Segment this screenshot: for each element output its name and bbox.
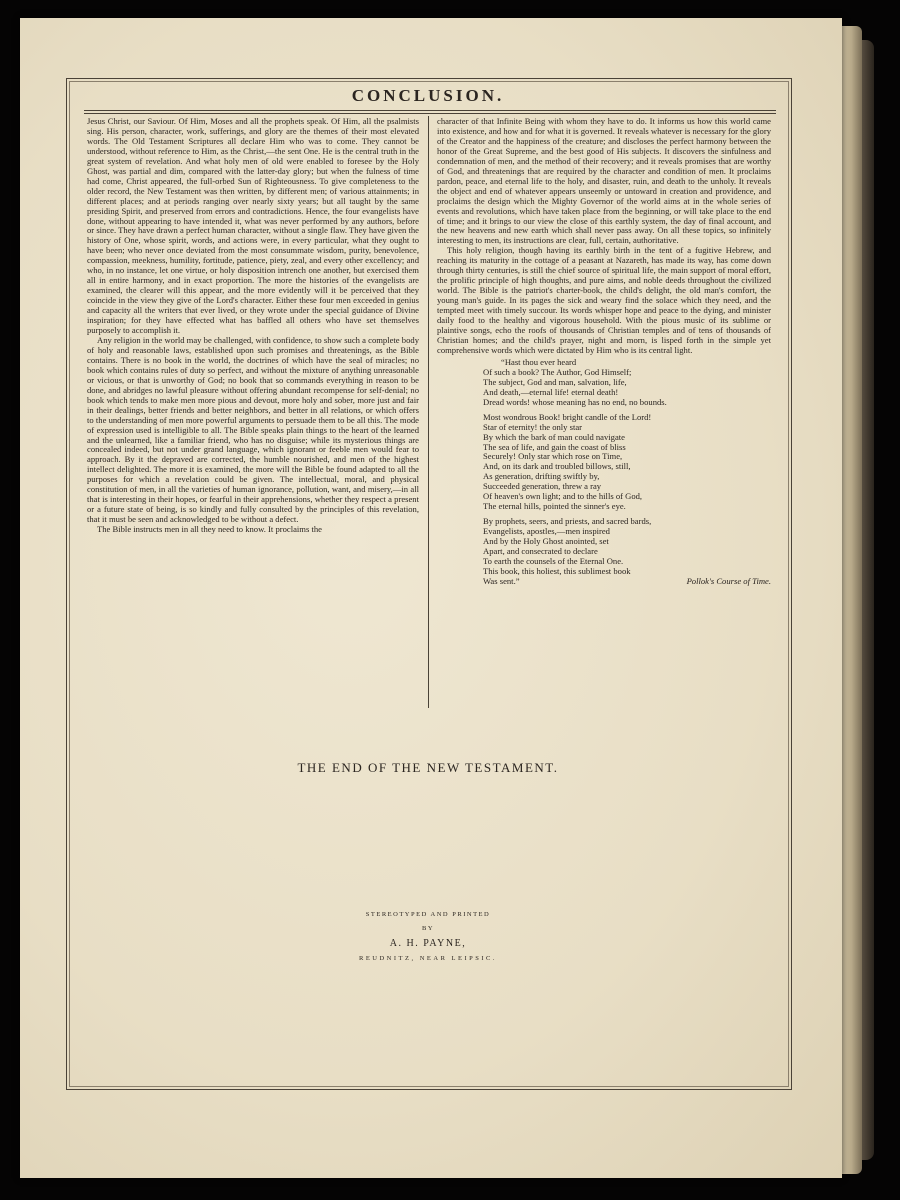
poem-line: Dread words! whose meaning has no end, no bounds. (483, 396, 667, 407)
poem-line: Succeeded generation, threw a ray (483, 481, 602, 492)
imprint-location: REUDNITZ, NEAR LEIPSIC. (358, 955, 498, 962)
imprint-printer-name: A. H. PAYNE, (389, 938, 467, 949)
poem-line: By which the bark of man could navigate (483, 431, 625, 442)
title-rule-bottom (84, 113, 776, 114)
right-column (437, 117, 771, 592)
end-title: THE END OF THE NEW TESTAMENT. (297, 760, 559, 775)
poem-line: And by the Holy Ghost anointed, set (483, 536, 609, 547)
poem-line: As generation, drifting swiftly by, (483, 471, 600, 482)
poem-line: Was sent.” (483, 575, 520, 586)
title-rule-top (84, 110, 776, 111)
poem-line: “Hast thou ever heard (501, 356, 577, 367)
poem-line: Most wondrous Book! bright candle of the Lord! (483, 411, 652, 422)
right-paragraph-1: character of that Infinite Being with whom they have to do. It informs us how this world came into existence, and how and for what it is governed. It reveals whatever is necessary for the glory of the Creator and the happiness of the creature; and discloses the perfect harmony between the honor of the Great Supreme, and the best good of His subjects. It discovers the sinfulness and condemnation of men, and the method of their recovery; and it reveals promises that are worthy of God, and threatenings that are required by the character and condition of men. It proclaims pardon, peace, and eternal life to the holy, and disaster, ruin, and death to the unholy. It reveals the object and end of whatever appears unseemly or untoward in creation and providence, and proclaims the design which the Mighty Governor of the world aims at in the whole series of events and revolutions, which have taken place from the beginning, or will take place to the end of time; and it brings to our view the close of this earthly system, the day of final account, and the new heavens and new earth which shall never pass away. On all these topics, so infinitely interesting to men, its instructions are clear, full, certain, authoritative. (437, 116, 771, 246)
poem-line: And, on its dark and troubled billows, still, (483, 461, 631, 472)
poem-line: The sea of life, and gain the coast of bliss (483, 441, 626, 452)
poem-line: And death,—eternal life! eternal death! (483, 386, 619, 397)
poem-attribution: Pollok's Course of Time. (686, 575, 771, 586)
poem-stanza-2 (483, 413, 771, 513)
poem (483, 358, 771, 587)
poem-line: Of heaven's own light; and to the hills of God, (483, 491, 643, 502)
left-paragraph-3: The Bible instructs men in all they need to know. It proclaims the (97, 524, 322, 535)
poem-line: This book, this holiest, this sublimest book (483, 565, 631, 576)
poem-line: Of such a book? The Author, God Himself; (483, 366, 632, 377)
column-divider (428, 116, 429, 708)
poem-stanza-1 (483, 358, 771, 408)
left-paragraph-1: Jesus Christ, our Saviour. Of Him, Moses and all the prophets speak. Of Him, all the psalmists sing. His person, character, work, sufferings, and glory are the themes of their most elevated words. The Old Testament Scriptures all declare Him who was to come. They cannot be understood, without reference to Him, as the Christ,—the sent One. He is the central truth in the great system of revelation. And what holy men of old were enabled to foresee by the Holy Ghost, was partial and dim, compared with the latter-day glory; but when the fulness of time had come, Christ appeared, the full-orbed Sun of Righteousness. To give completeness to the older record, the New Testament was then written, by different men; of various attainments; in different places; and at periods ranging over nearly sixty years; but all taught by the same presiding Spirit, and preserved from errors and contradictions. Hence, the four evangelists have done, without appearing to have intended it, what was never performed by any authors, before or since. They have drawn a perfect human character, without a single flaw. They have given the history of One, whose spirit, words, and actions were, in every particular, what they ought to have been; who never once deviated from the most consummate wisdom, purity, benevolence, compassion, meekness, humility, fortitude, patience, piety, zeal, and every other excellency; and who, in no instance, let one virtue, or holy disposition intrench one another, but exercised them all in entire harmony, and in exact proportion. The more the histories of the evangelists are examined, the clearer will this appear, and the more evidently will it be perceived that they coincide in the view they give of the Lord's character. Either these four men exceeded in genius and capacity all the writers that ever lived, or they wrote under the special guidance of Divine inspiration; for they have effected what has baffled all others who have set themselves purposely to accomplish it. (87, 116, 419, 336)
imprint-stereotyped: STEREOTYPED AND PRINTED (365, 911, 491, 918)
book-edge-shadow (860, 40, 874, 1160)
poem-line: The eternal hills, pointed the sinner's eye. (483, 501, 626, 512)
poem-line: Securely! Only star which rose on Time, (483, 451, 623, 462)
imprint-by: BY (421, 925, 435, 932)
poem-line: The subject, God and man, salvation, life, (483, 376, 627, 387)
poem-line: Star of eternity! the only star (483, 421, 583, 432)
page-title: CONCLUSION. (351, 86, 505, 105)
poem-line: Apart, and consecrated to declare (483, 546, 598, 557)
right-paragraph-2: This holy religion, though having its earthly birth in the tent of a fugitive Hebrew, and reaching its maturity in the cottage of a peasant at Nazareth, has made its way, has come down through thirty centuries, is still the chief source of spiritual life, the main support of moral effort, the prolific principle of high thoughts, and pure aims, and noble deeds throughout the civilized world. The Bible is the patriot's charter-book, the child's delight, the old man's comfort, the young man's guide. In its pages the sick and weary find the solace which they need, and the tempted meet with timely succour. Its words whisper hope and peace to the dying, and minister daily food to the healthy and vigorous household. With the pious music of its sublime or plaintive songs, echo the roofs of thousands of Christian temples and of tens of thousands of Christian homes; and the child's prayer, night and morn, is lisped forth in the simple yet comprehensive words which were dictated by Him who is its central light. (437, 245, 771, 355)
left-paragraph-2: Any religion in the world may be challenged, with confidence, to show such a complete body of holy and reasonable laws, established upon such promises and threatenings, as the Bible contains. There is no book in the world, the doctrines of which have the seal of miracles; no book which contains rules of duty so perfect, and without the mixture of anything unreasonable or vicious, or that is unworthy of God; no book that so commands everything in reason to be done, and abridges no lawful pleasure without offering abundant recompense for self-denial; no book which tends to make men more pious and devout, more holy and sober, more just and fair in their dealings, better friends and better neighbors, and better in all relations, or which offers to the understanding of men more powerful arguments to persuade them to be all this. The mode of expression used is intelligible to all. The Bible speaks plain things to the heart of the learned and the unlearned, like a familiar friend, who has no disguise; while its mysterious things are concealed indeed, but not under grand language, which ignorant or feeble men would fear to approach. By it the depraved are corrected, the humble nourished, and men of the highest intellect delighted. The more it is examined, the more will the Bible be found adapted to all the purposes for which a revelation could be given. The intellectual, moral, and physical constitution of men, in all the varieties of human ignorance, pollution, want, and misery,—in all that is interesting in their hopes, or fearful in their apprehensions, whether they respect a present or a future state of being, is so kindly and fully consulted by the principles of this revelation, that it must be seen and acknowledged to be without a defect. (87, 334, 419, 525)
left-column (87, 117, 419, 535)
poem-line: To earth the counsels of the Eternal One. (483, 555, 624, 566)
poem-line: Evangelists, apostles,—men inspired (483, 526, 610, 537)
poem-stanza-3 (483, 517, 771, 587)
poem-line: By prophets, seers, and priests, and sacred bards, (483, 516, 652, 527)
